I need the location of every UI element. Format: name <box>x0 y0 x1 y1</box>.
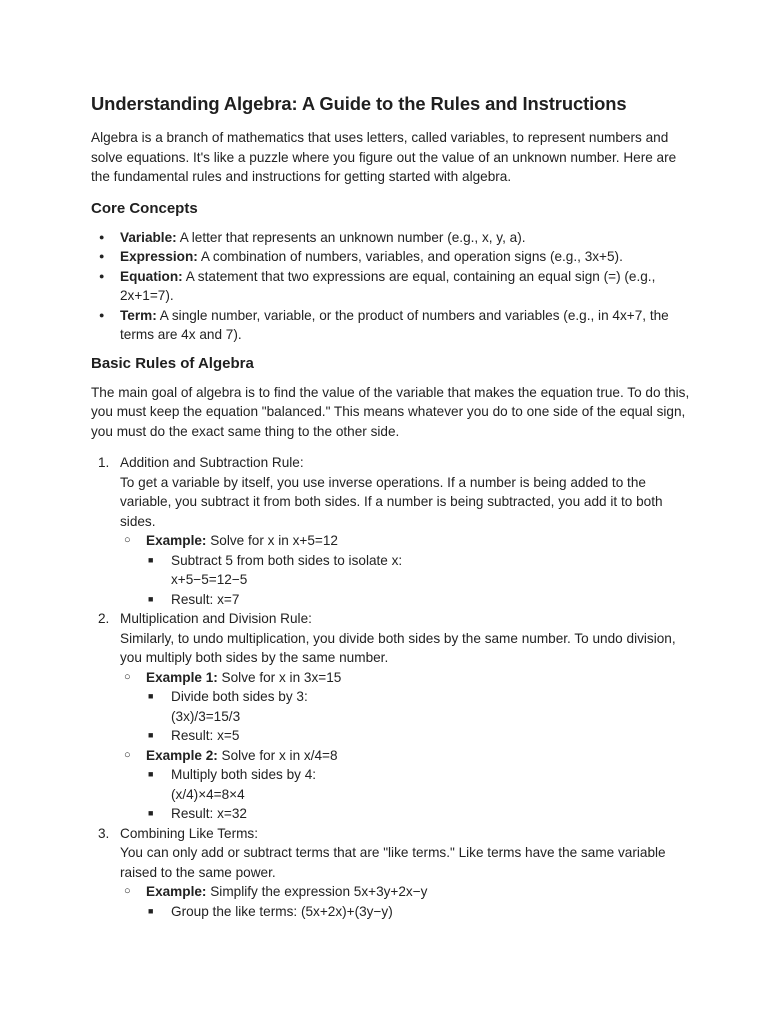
rule-item <box>98 453 691 609</box>
step-equation: (x/4)×4=8×4 <box>171 786 245 802</box>
term-text: A single number, variable, or the product of numbers and variables (e.g., in 4x+7, the terms are 4x and 7). <box>120 307 669 342</box>
step-text: ■ Divide both sides by 3: <box>171 689 308 704</box>
examples-list <box>120 531 691 609</box>
examples-list <box>120 882 691 921</box>
step-item <box>171 902 691 922</box>
list-item <box>120 267 691 306</box>
example-item <box>146 668 691 746</box>
term-label: Term: <box>120 307 157 323</box>
term-text: A letter that represents an unknown number (e.g., x, y, a). <box>176 229 526 245</box>
step-text: ■ Multiply both sides by 4: <box>171 767 317 782</box>
rule-item <box>98 824 691 922</box>
steps-list <box>146 902 691 922</box>
rule-number: 1. <box>98 455 110 470</box>
step-item <box>171 687 691 726</box>
examples-list <box>120 668 691 824</box>
core-concepts-list <box>91 228 691 345</box>
example-label: Example: <box>146 884 207 899</box>
example-item <box>146 882 691 921</box>
term-text: A combination of numbers, variables, and operation signs (e.g., 3x+5). <box>197 249 623 264</box>
rules-list <box>91 453 691 921</box>
term-label: Variable: <box>120 229 177 245</box>
example-item <box>146 531 691 609</box>
step-item <box>171 551 691 590</box>
step-equation: x+5−5=12−5 <box>171 572 248 587</box>
intro-paragraph: Algebra is a branch of mathematics that uses letters, called variables, to represent numbers and solve equations. It's like a puzzle where you figure out the value of an unknown number. Here are the fundamental rules and instructions for getting started with algebra. <box>91 130 677 184</box>
rule-item <box>98 609 691 824</box>
term-label: Expression: <box>120 249 198 264</box>
rule-title: Addition and Subtraction Rule: <box>120 455 304 470</box>
rule-title: Multiplication and Division Rule: <box>120 611 312 626</box>
step-text: ■ Subtract 5 from both sides to isolate x: <box>171 552 403 568</box>
steps-list <box>146 551 691 610</box>
step-item <box>171 590 691 610</box>
rule-title: Combining Like Terms: <box>120 825 259 841</box>
list-item <box>120 247 691 267</box>
list-item <box>120 228 691 248</box>
basic-rules-intro: The main goal of algebra is to find the value of the variable that makes the equation true. To do this, you must keep the equation "balanced." This means whatever you do to one side of the equal sign, you must do the exact same thing to the other side. <box>91 384 690 439</box>
example-item <box>146 746 691 824</box>
example-text: Solve for x in x+5=12 <box>206 533 338 548</box>
step-item <box>171 765 691 804</box>
example-text: Solve for x in x/4=8 <box>217 747 338 763</box>
example-label: Example 1: <box>146 669 218 685</box>
example-label: Example 2: <box>146 747 218 763</box>
steps-list <box>146 687 691 746</box>
rule-description: To get a variable by itself, you use inverse operations. If a number is being added to the variable, you subtract it from both sides. If a number is being subtracted, you add it to both sides. <box>120 474 663 529</box>
document-page <box>91 92 691 921</box>
term-text: A statement that two expressions are equal, containing an equal sign (=) (e.g., 2x+1=7). <box>120 268 656 303</box>
step-text: ■ Result: x=7 <box>171 591 240 607</box>
step-item <box>171 726 691 746</box>
step-text: ■ Result: x=32 <box>171 806 247 821</box>
term-label: Equation: <box>120 268 183 284</box>
step-item <box>171 804 691 824</box>
core-concepts-heading: Core Concepts <box>91 199 198 217</box>
step-equation: (3x)/3=15/3 <box>171 708 241 724</box>
step-text: ■ Group the like terms: (5x+2x)+(3y−y) <box>171 903 393 919</box>
step-text: ■ Result: x=5 <box>171 728 240 743</box>
basic-rules-heading: Basic Rules of Algebra <box>91 354 254 372</box>
list-item <box>120 306 691 345</box>
rule-number: 2. <box>98 611 110 626</box>
rule-number: 3. <box>98 825 110 841</box>
example-label: Example: <box>146 533 207 548</box>
page-title: Understanding Algebra: A Guide to the Rules and Instructions <box>91 93 627 114</box>
rule-description: You can only add or subtract terms that are "like terms." Like terms have the same variable raised to the same power. <box>120 845 666 880</box>
rule-description: Similarly, to undo multiplication, you divide both sides by the same number. To undo division, you multiply both sides by the same number. <box>120 630 676 665</box>
example-text: Solve for x in 3x=15 <box>217 669 342 685</box>
steps-list <box>146 765 691 824</box>
example-text: Simplify the expression 5x+3y+2x−y <box>206 884 428 899</box>
